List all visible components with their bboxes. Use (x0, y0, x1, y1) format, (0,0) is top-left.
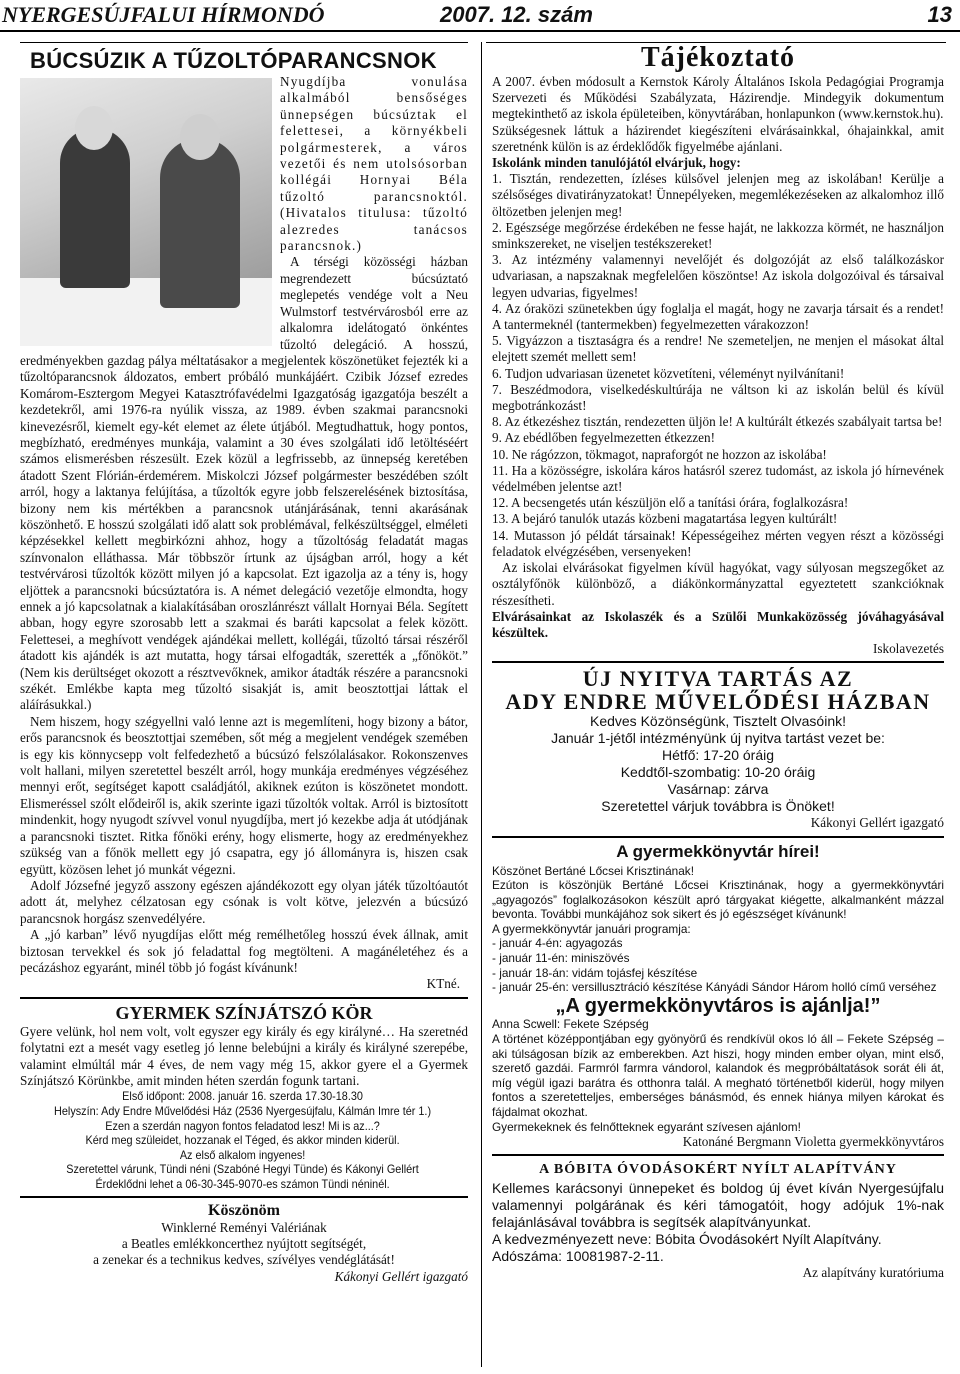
column-divider (481, 42, 482, 1367)
article-paragraph: A térségi közösségi házban megrendezett búcsúztató meglepetés vendége volt a Neu Wulmstorf testvérvárosból erre az alkalomra idelátogató önkéntes tűzoltó delegáció. A hosszú, eredményekben gazdag pálya méltatásakor a megjelentek köszönetüket fejezték ki a tűzoltóparancsnok áldozatos, embert próbáló munkájáért. Czibik József ezredes Komárom-Esztergom Megyei Katasztrófavédelmi Igazgatóság igazgatója beszélt a kezdetekről, ami 1976-ra nyúlik vissza, az 1989. évben szakmai parancsnoki kinevezésről, kiemelt egy-két elemet az élete útjából. Megtudhattuk, hogy pontos, megbízható, eredményes munkája, valamint a 30 éves szolgálati idő letöltéséért számos elismerésben részesült. Ezek közül a legfrissebb, az ünnepség keretében átadott Szent Flórián-érdemérem. Miskolczi József polgármester beszédében szólt arról, hogy a laktanya felújítása, a tűzoltók egyre jobb felszerelésének biztosítása, bizony nem kis mértékben a parancsnok utánjárásának, tenni akarásának köszönhető. E hosszú szolgálati idő alatt sok problémával, felkészültséggel, elméleti képzésekkel kellett megbirkózni ahhoz, hogy a tűzoltóság feladatát magas színvonalon elláthassa. Már többször írtunk az újságban arról, hogy a két testvérvárosi tűzoltók között milyen jó a kapcsolat. Ezt igazolja az a tény is, hogy eljöttek a parancsnoki búcsúztatóra is. A német delegáció vezetője elmondta, hogy ennek a jó kapcsolatnak a kialakításában oroszlánrészt vállalt Hornyai Béla. Segített abban, hogy egyre szorosabb lett a szakmai és baráti kapcsolat a felek között. Felettesei, a meghívott vendégek ajándékai mellett, kollégái, tűzoltó társai részéről átadott kis ajándék is azt mutatta, hogy társai elfogadták, szerették a „főnököt.” (Nem kis derültséget okozott a résztvevőknek, amikor átadták részére a parancsnoki székét. Emlékbe kapta meg tűzoltó sisakját is, amit beosztottjai láttak el aláírásukkal.) (20, 254, 468, 713)
article-paragraph: Nem hiszem, hogy szégyellni való lenne azt is megemlíteni, hogy bizony a bátor, erős parancsnok és beosztottjai szemében, sőt még a megjelent vendégek szemében is egy kis könnycsepp volt felfedezhető a búcsúzó felszólalásakor. Rokonszenves volt hallani, milyen szeretettel beszélt arról, hogy munkája eredményes végzéséhez mennyi erőt, segítséget kapott családjától, akiknek ezúton is köszönetet mondott. Elismeréssel szólt elődeiről is, akik szerinte igazi tűzoltók voltak. Arról is biztosított mindenkit, hogy nyugodt szívvel vonul nyugdíjba, mert jó kezekbe adja át utódjának a parancsnoki tisztet. Ritka főnöki erény, hogy elismerte, hogy az eredményekhez szükség van a főnök mellett egy jó csapatra, egy jó állományra is, hiszen csak együtt, közösen lehet jó munkát végezni. (20, 713, 468, 877)
bobita-body (492, 1180, 944, 1265)
thanks-body (20, 1220, 468, 1286)
opening-body (492, 713, 944, 815)
theater-title: GYERMEK SZÍNJÁTSZÓ KÖR (115, 1002, 373, 1023)
article-body (20, 74, 468, 993)
opening-line: Keddtől-szombatig: 10-20 óráig (620, 764, 816, 781)
info-title: Tájékoztató (640, 42, 796, 73)
list-item: 5. Vigyázzon a tisztaságra és a rendre! Ne szemeteljen, ne menjen el másokat által elejtett szemét mellett sem! (492, 333, 944, 365)
program-item: - január 11-én: miniszövés (492, 951, 630, 966)
program-item: - január 18-án: vidám tojásfej készítése (492, 965, 698, 980)
opening-title: ÚJ NYITVA TARTÁS AZ (582, 666, 854, 692)
opening-line: Január 1-jétől intézményünk új nyitva tartást vezet be: (551, 730, 885, 747)
theater-body: Gyere velünk, hol nem volt, volt egyszer egy király és egy királyné… Ha szeretnéd folytatni ezt a mesét vagy esetleg jó lenne belebújni a király és királyné szerepébe, valamint elmúltál már 4 éves, de nem vagy még 15, akkor gyere el a Gyermek Színjátszó Körünkbe, amit minden héten szerdán fogunk tartani. (20, 1023, 468, 1088)
program-item: - január 25-én: versillusztráció készítése Kányádi Sándor Három holló című verséhez (492, 980, 937, 995)
list-item: 10. Ne rágózzon, tökmagot, napraforgót ne hozzon az iskolába! (492, 446, 827, 462)
theater-line: Az első alkalom ingyenes! (179, 1147, 306, 1162)
thanks-title: Köszönöm (208, 1201, 280, 1219)
program-item: - január 4-én: agyagozás (492, 936, 623, 951)
publication-title: NYERGESÚJFALUI HÍRMONDÓ (2, 2, 325, 27)
divider (492, 661, 944, 663)
opening-title: ADY ENDRE MŰVELŐDÉSI HÁZBAN (505, 689, 931, 715)
library-signature: Katonáné Bergmann Violetta gyermekkönyvtáros (682, 1134, 944, 1150)
list-item: 4. Az óraközi szünetekben úgy foglalja el magát, hogy ne zavarja társait és a rendet! A tantermeknél (tantermekben) fegyelmezetten várakozzon! (492, 300, 944, 333)
article-title: BÚCSÚZIK A TŰZOLTÓPARANCSNOK (30, 48, 437, 73)
list-item: 6. Tudjon udvariasan üzenetet közvetíteni, véleményt nyilvánítani! (492, 365, 845, 381)
bobita-text: Kellemes karácsonyi ünnepeket és boldog új évet kíván Nyergesújfalu valamennyi polgárának és kéri támogatóit, hogy adójuk 1%-nak felajánlásával továbbra is segítsék alapítványunkat. (492, 1180, 944, 1231)
thanks-line: a Beatles emlékkoncerthez nyújtott segítségét, (121, 1235, 367, 1251)
opening-signature: Kákonyi Gellért igazgató (810, 815, 944, 831)
bobita-title: A BÓBITA ÓVODÁSOKÉRT NYÍLT ALAPÍTVÁNY (539, 1162, 897, 1178)
library-title: A gyermekkönyvtár hírei! (616, 841, 820, 861)
theater-contact: Érdeklődni lehet a 06-30-345-9070-es számon Tündi néninél. (95, 1176, 390, 1191)
theater-venue: Helyszín: Ady Endre Művelődési Ház (2536 Nyergesújfalu, Kálmán Imre tér 1.) (54, 1103, 432, 1118)
info-paragraph: Szükségesnek láttuk a házirendet kiegészíteni elvárásainkkal, óhajainkkal, amit szeretnénk külön is az érdeklődők figyelmébe ajánlani. (492, 122, 944, 154)
list-item: 7. Beszédmodora, viselkedéskultúrája ne váltson ki az iskolán belül és kívül megbotránkozást! (492, 381, 944, 414)
bobita-name: A kedvezményezett neve: Bóbita Óvodásokért Nyílt Alapítvány. (492, 1231, 882, 1248)
bobita-tax: Adószáma: 10081987-2-11. (492, 1248, 664, 1265)
list-item: 9. Az ebédlőben fegyelmezetten étkezzen! (492, 430, 715, 446)
theater-line: Szeretettel várunk, Tündi néni (Szabóné Hegyi Tünde) és Kákonyi Gellért (66, 1162, 419, 1177)
theater-details (20, 1089, 465, 1191)
thanks-line: Winklerné Reményi Valériának (161, 1219, 327, 1235)
list-item: 1. Tisztán, rendezetten, ízléses külsővel jelenjen meg az iskolában! Kerülje a szélsőséges divatirányzatokat! Ünnepélyeken, megemlékezéseken az alkalomhoz illő öltözetben jelenjen meg! (492, 171, 944, 219)
list-item: 13. A bejáró tanulók utazás közbeni magatartása legyen kultúrált! (492, 511, 838, 527)
bobita-signature: Az alapítvány kuratóriuma (802, 1265, 944, 1281)
right-column (492, 42, 944, 1372)
opening-line: Hétfő: 17-20 óráig (661, 747, 775, 764)
page-number: 13 (927, 2, 952, 27)
info-paragraph: A 2007. évben módosult a Kernstok Károly Általános Iskola Pedagógiai Programja Szervezeti és Működési Szabályzata, Házirendje. Mindegyik dokumentum megtekinthető az iskola épületeiben, könyvtárában, honlapunkon (www.kernstok.hu). (492, 74, 944, 122)
divider (20, 1196, 468, 1198)
theater-line: Kérd meg szüleidet, hozzanak el Téged, és akkor minden kiderül. (85, 1133, 400, 1148)
article-photo (20, 78, 272, 346)
article-paragraph: A „jó karban” lévő nyugdíjas előtt még remélhetőleg hosszú évek állnak, amit biztosan tervekkel és sok jó feladattal fog megtölteni. A magánéletéhez és a pecázáshoz egyaránt, minél több jó fogást kívánunk! (20, 927, 468, 975)
list-item: 12. A becsengetés után készüljön elő a tanítási órára, foglalkozásra! (492, 495, 849, 511)
info-closing: Az iskolai elvárásokat figyelmen kívül hagyókat, vagy súlyosan megszegőket az osztályfőnök különböző, a diákönkormányzattal egyeztetett szankcióknak részesítheti. (492, 560, 944, 608)
library-body (492, 864, 944, 1135)
info-approved: Elvárásainkat az Iskolaszék és a Szülői Munkaközösség jóváhagyásával készültek. (492, 608, 944, 640)
issue-number: 2007. 12. szám (440, 2, 593, 27)
list-item: 2. Egészsége megőrzése érdekében ne fesse haját, ne lakkozza körmét, ne használjon sminkszereket, ne viseljen testékszereket! (492, 219, 944, 252)
library-line: A gyermekkönyvtár januári programja: (492, 921, 691, 936)
library-recommend: „A gyermekkönyvtáros is ajánlja!” (555, 994, 881, 1017)
book-description: A történet középpontjában egy gyönyörű és rendkívül okos ló áll – Fekete Szépség – aki túlságosan bízik az emberekben. Azt hiszi, hogy minden ember olyan, mint első, szerető gazdái. Farmról farmra vándorol, kalandok és megpróbáltatások sorát éli át, míg végül igazi barátra és otthonra talál. A megható történetből kiderül, hogy milyen fontos a szeretetteljes, emberséges bánásmód, és ennek hiánya milyen károkat és fájdalmat okozhat. (492, 1032, 944, 1120)
list-item: 3. Az intézmény valamennyi nevelőjét és dolgozóját az első találkozáskor udvariasan, a napszaknak megfelelően köszöntse! Az iskola dolgozóival és társaival legyen udvarias, figyelmes! (492, 252, 944, 300)
library-line: Ezúton is köszönjük Bertáné Lőcsei Krisztinának, hogy a gyermekkönyvtári „agyagozós” foglalkozásokon készült apró tárgyakat kiégette, alkalmanként mázzal bevonta. További munkájához sok sikert és jó egészséget kívánunk! (492, 878, 944, 922)
library-invite: Gyermekeknek és felnőtteknek egyaránt szívesen ajánlom! (492, 1119, 801, 1134)
divider (492, 836, 944, 838)
info-expect: Iskolánk minden tanulójától elvárjuk, hogy: (492, 155, 741, 171)
info-body (492, 74, 944, 657)
library-line: Köszönet Bertáné Lőcsei Krisztinának! (492, 863, 694, 878)
opening-line: Kedves Közönségünk, Tisztelt Olvasóink! (589, 713, 847, 730)
thanks-line: a zenekar és a technikus kedves, szívélyes vendéglátását! (93, 1252, 395, 1268)
list-item: 11. Ha a közösségre, iskolára káros hatásról szerez tudomást, az iskola jó hírnevének védelmében jelentse azt! (492, 462, 944, 495)
divider (492, 1154, 944, 1156)
rules-list (492, 171, 944, 560)
thanks-signature: Kákonyi Gellért igazgató (334, 1268, 468, 1284)
info-signature: Iskolavezetés (872, 641, 944, 657)
opening-line: Szeretettel várjuk továbbra is Önöket! (601, 798, 835, 815)
article-signature: KTné. (426, 976, 460, 992)
list-item: 8. Az étkezéshez tisztán, rendezetten üljön le! A kultúrált étkezés szabályait tartsa be! (492, 414, 943, 430)
list-item: 14. Mutasson jó példát társainak! Képességeihez mérten vegyen részt a közösségi feladatok elvégzésében, versenyeken! (492, 527, 944, 559)
theater-line: Ezen a szerdán nagyon fontos feladatod lesz! Mi is az...? (105, 1118, 380, 1133)
article-paragraph: Adolf Józsefné jegyző asszony egészen ajándékozott egy olyan játék tűzoltóautót adott át, melyhez célzatosan egy csónak is volt kötve, jelezvén a búcsúzó parancsnok horgász szenvedélyére. (20, 877, 468, 926)
book-title: Anna Scwell: Fekete Szépség (492, 1017, 649, 1032)
page-header (0, 0, 960, 32)
left-column (20, 42, 468, 1372)
divider (20, 997, 468, 999)
theater-first-date: Első időpont: 2008. január 16. szerda 17.30-18.30 (122, 1089, 363, 1104)
article-intro: Nyugdíjba vonulása alkalmából bensőséges ünnepségen búcsúztak el felettesei, a környékbeli polgármesterek, a város vezetői és nem utolsósorban kollégái Hornyai Béla tűzoltó parancsnoktól. (Hivatalos titulusa: tűzoltó alezredes tanácsos parancsnok.) (280, 74, 468, 254)
opening-line: Vasárnap: zárva (667, 781, 769, 798)
